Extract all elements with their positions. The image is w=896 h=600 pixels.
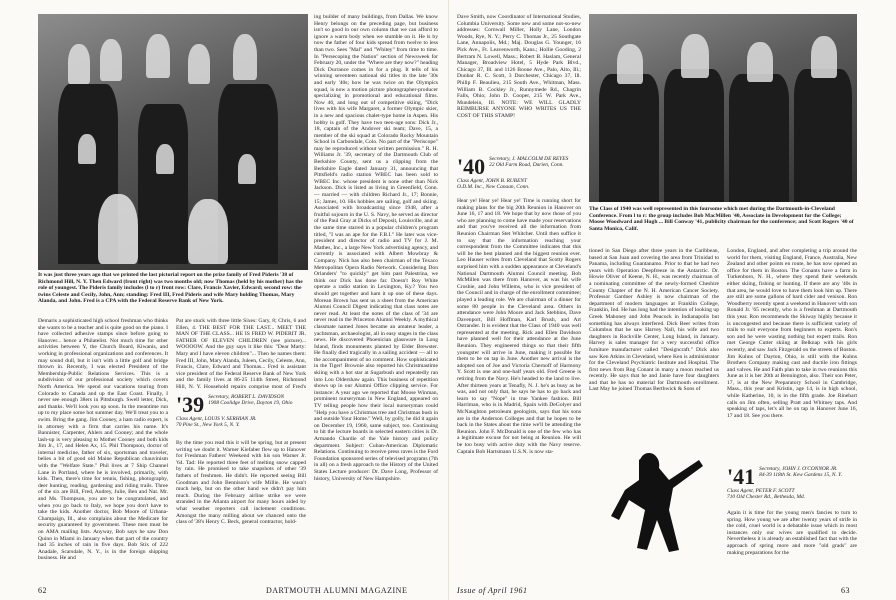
class-40-agent: Class Agent, JOHN B. RUBENT — [457, 178, 527, 184]
right-column-3b-text: Again it is time for the young men's fancies to turn to spring. How young we are after twenty years of strife in the cold, cruel world is a debatable issue which in most instances only our wives are qualified to decide. Nevertheless it is already an established fact that with the approach of spring more and more "old grads" are making preparations for the — [727, 510, 857, 556]
class-year-39: '39 — [176, 392, 205, 417]
column-2b-text: By the time you read this it will be spring, but at present writing we doubt it. Warner Kiefaber flew up to Hanover for Freshman Fathers' Weekend with his son Warner Jr. '64. Tad: He reported three feet of melting snow capped by rain. He promised to take snapshots of other '39 fathers of freshmen. He didn't. He reported seeing Bill Goodman and John Bennison's wife Millie. He wasn't much help, but on the other hand we didn't pay him much. During the February airline strike we were stranded in the Atlanta airport for many hours aided by what weather reporters call inclement conditions. Amongst the many milling about we chanced onto the class of '38's Henry C. Beck, general contractor, hold- — [176, 440, 306, 526]
class-39-secretary: Secretary, ROBERT L. DAVIDSON — [208, 394, 285, 400]
magazine-title: DARTMOUTH ALUMNI MAGAZINE — [266, 586, 408, 595]
class-41-address: 84-39 118th St. Kew Gardens 15, N. Y. — [759, 472, 843, 479]
column-3-text: ing builder of many buildings, from Dallas. We know Henry belongs on the preceding page, but business isn't so good in our own column that we can afford to ignore a warm body when we stumble on it. He is by now the father of four kids spread from twelve to less than two. Sees "Mal" and "Whitey" from time to time. In "Persecoping the Nation" section of Newsweek for February 20, under the "Where are they now?" heading Dick Durrance comes in for a plug. It tells of his winning seventeen national ski titles in the late '30s and early '40s; how he was twice on the Olympics squad, is now a motion picture photographer-producer specializing in promotional and educational films. Now 46, and long out of competitive skiing, "Dick lives with his wife Margaret, a former Olympic skier, in a new and spacious chalet-type home in Aspen. His hobby is golf. They have two teen-age sons: Dick Jr., 18, captain of the Andover ski team; Dave, 15, a member of the ski squad at Colorado Rocky Mountain School in Carbondale, Colo. No part of the "Periscope" may be reproduced without written permission." R. H. Williams Jr. '39, secretary of the Dartmouth Club of Berkshire County, sent us a clipping from the Berkshire Eagle dated January 31, announcing that Pittsfield's radio station WBEC has been sold to WBEC Inc. whose president is none other than Nick Jackson. Dick is listed as living in Greenfield, Conn. — married — with children Richard Jr., 17; Bonnie, 15; James, 10. His hobbies are sailing, golf and skiing. Associated with broadcasting since 1948, after a fruitful sojourn in the U. S. Navy, he served as director of the Paul Gray at Dicks of Deposit, Louisville, and at the same time starred in a popular children's program titled, "I was an ape for the F.B.I." He later was vice-president and director of radio and TV for J. M. Mathes, Inc., a large New York advertising agency, and currently is associated with Albert Mowbray & Company. Nick has also been chairman of the Texaco Metropolitan Opera Radio Network. Considering Don Orlanders' "to quickly" get him past Palestrina, we think our Dick has done far. Doesn't Roy White operate a radio station in Lexington, Ky.? You two should get together and ham it up one of these days. Morean Brown has sent us a sheet from the American Alumni Council Digest indicating that class notes are never read. At least the notes of the class of '34 are never read in the Princeton Alumni Weekly. A mythical classmate named Jones became an amateur leader, a yachtsman, archaeologist, all in easy stages in the class news. He discovered Phoenician glassware in Long Island, finds monuments planted by Elder Brewster. He finally died tragically in a sailing accident — all to the accompaniment of no comment. How sophisticated in the Tiger! Brownie also reported his Christmastime skiing with a hot star at Sugarbush and repeatedly ran into Lou Oldershaw again. This business of repetition shows up in our Alumni Office clipping service. For instance: A year ago we reported that Moose Winman, prominent nurseryman in New England, appeared on TV telling people how their local nurseryman could "Help you have a Christmas tree and Christmas bush in and outside Your Home." Well, by golly, he did it again on December 19, 1960, same subject, too. Continuing to hit the lecture boards in selected eastern cities is Dr. Armando Chardie of the Yale history and policy department. Subject: Cuban-American Diplomatic Relations. Continuing to receive press raves is the Ford Foundation sponsored series of televised programs (7th in all) on a fresh approach to the History of the United States Lecture producer: Dr. Dave Long, Professor of history, University of New Hampshire. — [314, 14, 438, 482]
class-39-address: 1908 Coolidge Drive, Dayton 19, Ohio — [208, 400, 293, 407]
class-39-agent: Class Agent, LOUIS V. SERHIAN JR. — [176, 416, 257, 422]
column-2-text: Pat are stuck with three little Sixes: Gary, 8; Chris, 6 and Ellen, 4. THE BEST FOR THE LAST... MEET THE MAN OF THE CLASS... HE IS FRED W. PIDERIT JR. FATHER OF ELEVEN CHILDREN (see picture)... WOOOOW. And the guy says it like this: "Dear Marty: Mary and I have eleven children"... Then he names them: Fred III, John, Mary Alanda, Juleen, Cecily, Celeste, Ann, Francis, Clare, Edward and Thomas... Fred is assistant vice president of the Federal Reserve Bank of New York and the family lives at 86-25 114th Street, Richmond Hill, N. Y. Household repairs comprise most of Fred's — [176, 318, 306, 390]
class-40-header — [457, 156, 581, 196]
right-column-3-text: London, England, and after completing a trip around the world for them, visiting England, France, Australia, New Zealand and other points en route, he has now opened an office for them in Boston. The Conants have a farm in Turkenboro, N. H., where they spend their weekends either skiing, fishing or hunting. If there are any '40s in that area, he would love to have them look him up. There are still are some gallons of hard cider and venison. Ron Woodberry recently spent a weekend in Hanover with son Ronald Jr. '65 recently, who is a freshman at Dartmouth this year. Ron recommends the Skiway highly because it is uncongested and because there is sufficient variety of trails to suit everyone from beginners to experts. Ron's son and he were wasting nothing but expert trails. Ron met George Cutter skiing at Belknap with his girls recently, and saw Jack Fitzgerald on the streets of Boston. Jim Kuhns of Dayton, Ohio, is still with the Kuhns Brothers Company making cast and ductile iron fittings and valves. He and Faith plan to take in two reunions this June as it is her 20th at Bennington, also. Their son Peter, 17, is at the New Preparatory School in Cambridge, Mass., this year and Kristin, age 14, is in high school, while Katherine, 10, is in the fifth grade. Joe Rinehart calls on Jim often, selling Pratt and Whitney taps. And speaking of taps, let's all be on tap in Hanover June 16, 17 and 18. See you there. — [727, 248, 857, 419]
family-photo — [38, 14, 308, 270]
class-41-agent: Class Agent, PETER F. SCOTT — [727, 488, 795, 494]
right-column-1b-text: Hear ye! Hear ye! Hear ye! Time is running short for making plans for the big 20th Reunion in Hanover on June 16, 17 and 18. We hope that by now those of you who are planning to come have made your reservations and that you've received all the information from Reunion Chairman Stet Whitcher. Until then suffice it to say that the information reaching your correspondent from the Committee indicates that this will be the best planned and the biggest reunion ever. Leo Hauser writes from Cleveland that Scotty Rogers surprised him with a sudden appearance at Cleveland's National Dartmouth Alumni Council meeting. Bob McMillen was there from Hanover, as was his wife Crosbie, and John Willems, who is vice president of the Council and in charge of the enrollment committee; played a leading role. We are chairman of a dinner for some 80 people in the Cleveland area. Others in attendance were John Moore and Jack Stebbins, Dave Davenport, Bill Hoffman, Karl Brush, and Art Ostrander. It is evident that the Class of 1940 was well represented at the meeting. Rick and Ellen Davidson have planned well for their attendance at the June Reunion. They engineered things so that their fifth youngster will arrive in June, making it possible for them to be on tap in June. Another new arrival is the adopted son of Joe and Victoria Chernoff of Harmony Y. Scott is one and one-half years old. Fred Greene is retiring from the Navy. He's headed to the land to live. After thirteen years at Tenafly, N. J. he's as busy as he was, and not only that, he says he has to go back and learn to say "Nope" in true Yankee fashion. Bill Harriman, who is in Madrid, Spain with DeGolyer and McNaughton petroleum geologists, says that his sons are in the Anderson Colleges and that he hopes to be back in the States about the time we'll be attending the Reunion. John F. McDonald is one of the few who has a legitimate excuse for not being at Reunion. He will be too busy with active duty with the Navy reserve. Captain Bob Hartsmann U.S.N. is now sta- — [457, 198, 581, 455]
cleveland-photo — [589, 14, 857, 202]
bugler-silhouette-illustration — [599, 440, 709, 580]
class-40-address: 22 Old Farm Road, Darien, Conn. — [489, 162, 564, 169]
class-41-agent-address: 710 Old Chester Rd., Bethesda, Md. — [727, 494, 806, 501]
left-page-number: 62 — [38, 586, 47, 595]
class-39-agent-address: 70 Pine St., New York 5, N. Y. — [176, 422, 240, 429]
right-page — [448, 0, 896, 600]
column-1-text: Demaris a sophisticated high school freshman who thinks she wants to be a teacher and is quite good on the piano. I have collected adhesive stamps since before going to Hanover... hence a Philatelist. Not much time for other activities between Y, the Church Board, Kiwanis, and working in professional organizations and conferences. It may sound dull, but it isn't with a little golf and bridge thrown in. Recently, I was elected President of the Membership-Public Relations Services. This is a subdivision of our professional society which covers North America. We spend our vacations touring from Colorado to Canada and up the East Coast. Finally, I never see enough 38ers in Pittsburgh. Swell letter, Dick, and thanks. We'll look you up soon. In the meantime run up to my place some hot summer day. We'll treat you to a swim. Bring the gang. Jim Cooney, a ham radio expert, is in attorney with a firm that carries his name. It's Bannister, Carpenter, Ahlers and Cooney; and the whole lash-up is very pleasing to Mother Cooney and both kids Jim Jr., 17, and Helen Ax, 15. Phil Thompson, doctor of internal medicine, father of six, sportsman and traveler, belies a bit of good old Maine Republican chauvinism with the "Welfare State." Phil lives at 7 Ship Channel Lane in Portland, where he is involved, primarily, with kids. Then, there's time for tennis, fishing, photography, deer hunting, reading, gardening and riding trails. Three of the six are Bill, Fred, Audrey, Julie, Ben and Nat. Mr. and Ms. Thompson, you are to be congratulated, and when you go back to Italy, we hope you don't have to take the kids. Another doctor, Bob Moore of Urbana-Champaign, Ill., also complains about the Medicare for security guaranteed by government. These men must be on AMA mailing lists. Anyway, Bob says he saw Don Quinn in Miami in January when that part of the country had 35 inches of rain in five days. Bob Stix of 222 Anadale, Scarsdale, N. Y., is in the foreign shipping business. He and — [38, 318, 168, 562]
right-column-2-text: tioned in San Diego after three years in the Caribbean, based at San Juan and covering the area from Trinidad to Panama, including Guantanamo. Prior to that he had two years with Operation Deepfreeze in the Antarctic. Dr. Howie Oliver of Keene, N. H., was recently chairman of a nominating committee of the newly-formed Cheshire County Chapter of the N. H. American Cancer Society. Professor Gardner Ashley is now chairman of the department of modern languages at Franklin College, Franklin, Ind. He has long had the intention of looking up Greek Mahoney and John Peacock in Indianapolis but something has always interfered. Dick Beer writes from Columbus that he saw Harvey Nall, his wife and two daughters in Rockville Center, Long Island, in January. Harvey is sales manager for a very successful office furniture manufacturer called "Designcraft." Dick also saw Ken Atkins in Cleveland, where Ken is administrator for the Cleveland Psychiatric Institute and Hospital. The first news from Rog Conant in many a moon reached us recently. He says that he and Janie have four daughters and that he has no material for Dartmouth enrollment. Last May he joined Thomas Berthwick & Sons of — [589, 248, 719, 393]
class-39-header — [176, 394, 306, 434]
issue-date: Issue of April 1961 — [457, 586, 528, 595]
class-41-secretary: Secretary, JOHN J. O'CONNOR JR. — [759, 466, 838, 472]
right-page-number: 63 — [841, 586, 850, 595]
family-photo-caption: It was just three years ago that we printed the last pictorial report on the prize family of Fred Pideris '38 of Richmond Hill, N. Y. Then Edward (front right) was two months old; now Thomas (held by his mother) has the role of youngest. The Pideris family includes (l to r) front row: Clare, Francis Xavier, Edward; second row: the twins Celeste and Cecily, John, Ann; standing: Fred III, Fred Pideris and wife Mary holding Thomas, Mary Alanda, and John. Fred is a CPA with the Federal Reserve Bank of New York. — [38, 272, 303, 305]
class-year-41: '41 — [727, 464, 756, 489]
right-column-1-text: Dave Smith, now Coordinator of International Studies, Columbia University. Some new and some not-so-new addresses: Cornwall Miller, Holly Lane, London Woods, Rye, N. Y.; Perry C. Thomas Jr., 25 Southgate Lane, Annapolis, Md.; Maj. Douglas G. Younger, 16 Pick Ave., Ft. Leavenworth, Kans.; Hollie Gooding, 2 Bertram N. Lowell, Mass.; Robert B. Haslam, General Manager, Broadview Hotel, 5 Hyde Park Blvd., Chicago 37, Ill. and 1126 Boone Ave., Palo, Alto, Ill.; Dunbar R. C. Scott, 3 Dorchester, Chicago 37, Ill. Philip F. Beaulieu, 215 South Ave., Whitman, Mass. William B. Cockley Jr., Runnymede Rd., Chagrin Falls, Ohio; John D. Cooper, 215 W. Park Ave., Mundelein, Ill. NOTE: WE WILL GLADLY REIMBURSE ANYONE WHO WRITES US THE COST OF THIS STAMP! — [457, 14, 581, 119]
class-40-agent-address: O.D.M. Inc., New Canaan, Conn. — [457, 184, 530, 191]
cleveland-photo-caption: The Class of 1940 was well represented in this foursome which met during the Dartmouth-in-Cleveland Conference. From l to r: the group includes Bob MacMillen '40, Associate in Development for the College; Moose Woodward and Hugh ... Bill Conway '41, publicity chairman for the conference; and Scott Rogers '40 of Santa Monica, Calif. — [589, 206, 854, 232]
class-year-40: '40 — [457, 154, 486, 179]
class-40-secretary: Secretary, J. MALCOLM DE REYES — [489, 156, 569, 162]
class-41-header — [727, 466, 857, 506]
